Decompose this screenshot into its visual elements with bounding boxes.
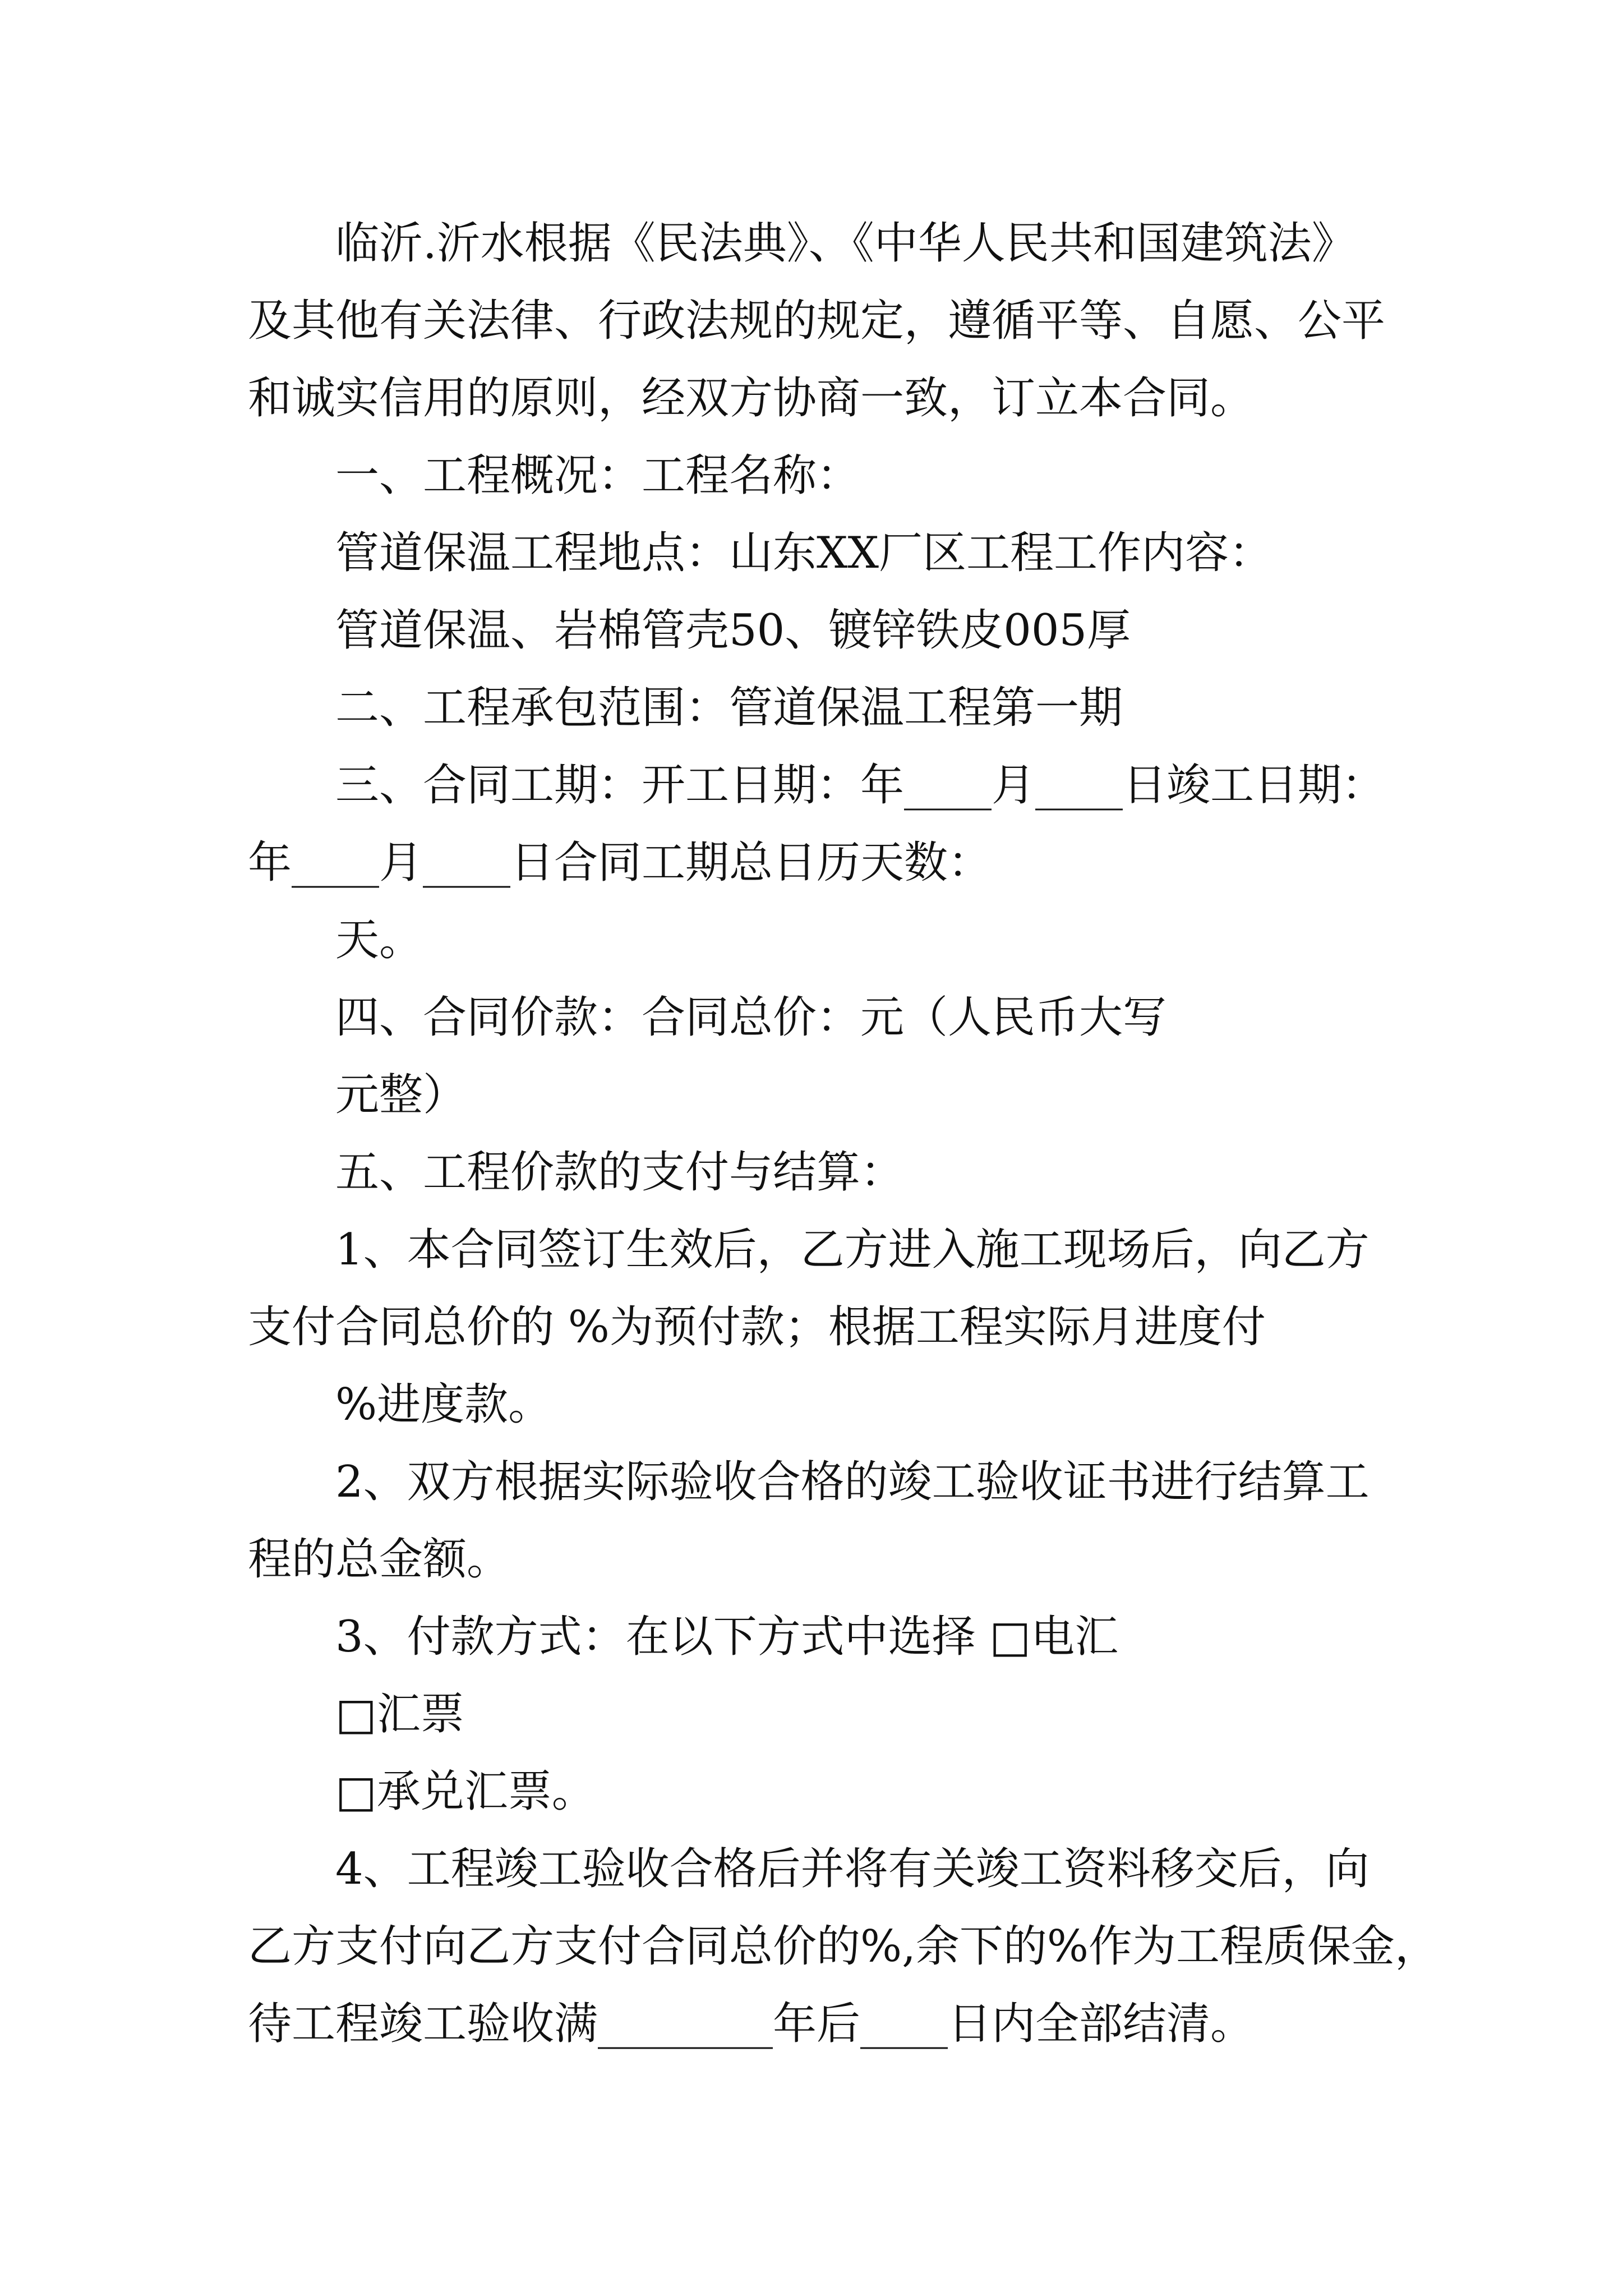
- section-1-heading: 一、工程概况：工程名称：: [335, 450, 861, 501]
- section-3-schedule-line-2: 年____月____日合同工期总日历天数：: [248, 838, 992, 888]
- payment-option-draft: □汇票: [335, 1689, 464, 1740]
- section-3-schedule-line-1: 三、合同工期：开工日期：年____月____日竣工日期：: [335, 760, 1386, 811]
- section-3-schedule-line-3: 天。: [335, 915, 423, 965]
- clause-4-line-1: 4、工程竣工验收合格后并将有关竣工资料移交后，向: [335, 1844, 1370, 1894]
- contract-body: [248, 205, 1482, 2063]
- clause-4-line-2: 乙方支付向乙方支付合同总价的%,余下的%作为工程质保金，: [248, 1921, 1439, 1972]
- preamble-line-1: 临沂.沂水根据《民法典》、《中华人民共和国建筑法》: [335, 218, 1355, 269]
- clause-1-line-2: 支付合同总价的 %为预付款；根据工程实际月进度付: [248, 1302, 1266, 1352]
- clause-3-payment-method: 3、付款方式：在以下方式中选择 □电汇: [335, 1612, 1119, 1662]
- preamble-line-2: 及其他有关法律、行政法规的规定，遵循平等、自愿、公平: [248, 296, 1386, 346]
- project-location-line: 管道保温工程地点：山东XX厂区工程工作内容：: [335, 528, 1273, 578]
- section-2-scope: 二、工程承包范围：管道保温工程第一期: [335, 683, 1123, 733]
- section-5-heading: 五、工程价款的支付与结算：: [335, 1147, 905, 1198]
- payment-option-acceptance-draft: □承兑汇票。: [335, 1766, 596, 1817]
- clause-2-line-2: 程的总金额。: [248, 1534, 511, 1585]
- clause-4-line-3: 待工程竣工验收满________年后____日内全部结清。: [248, 1999, 1255, 2049]
- work-content-line: 管道保温、岩棉管壳50、镀锌铁皮005厚: [335, 605, 1131, 656]
- clause-1-line-1: 1、本合同签订生效后，乙方进入施工现场后，向乙方: [335, 1225, 1370, 1275]
- preamble-line-3: 和诚实信用的原则，经双方协商一致，订立本合同。: [248, 373, 1255, 424]
- section-4-price-line-2: 元整）: [335, 1070, 467, 1120]
- section-4-price-line-1: 四、合同价款：合同总价：元（人民币大写: [335, 992, 1167, 1043]
- clause-1-line-3: %进度款。: [335, 1379, 552, 1430]
- clause-2-line-1: 2、双方根据实际验收合格的竣工验收证书进行结算工: [335, 1457, 1370, 1507]
